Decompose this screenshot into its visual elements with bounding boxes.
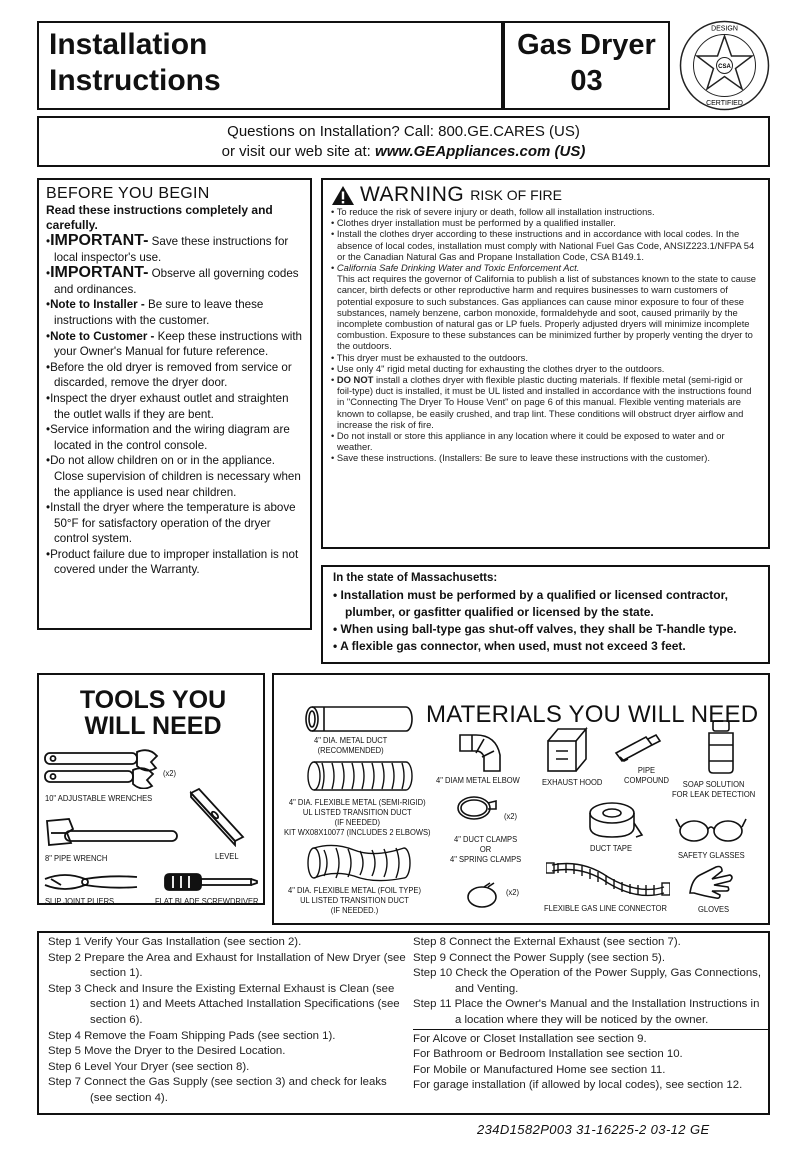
warning-item: • DO NOT install a clothes dryer with flexible plastic ducting materials. If flexible metal (semi-rigid or foil-type) duct is installed, it must be UL listed and installed in accordance with the instructions found in "Connecting The Dryer To House Vent" on page 6 of this manual. Flexible venting materials are known to collapse, be easily crushed, and trap lint. These conditions will obstruct dryer airflow and increase the risk of fire.	[331, 374, 752, 430]
metal-duct-label: 4" DIA. METAL DUCT (RECOMMENDED)	[314, 735, 388, 755]
step-item: Step 4 Remove the Foam Shipping Pads (see section 1).	[48, 1029, 336, 1042]
gloves-icon	[686, 863, 742, 899]
title-box	[37, 21, 503, 110]
level-icon	[187, 787, 247, 847]
step-item: Step 11 Place the Owner's Manual and the Installation Instructions in a location where they will be noticed by the owner.	[413, 998, 760, 1026]
before-item: •Note to Installer - Be sure to leave these instructions with the customer.	[46, 298, 264, 327]
questions-box	[37, 116, 770, 167]
section-reference-item: For Bathroom or Bedroom Installation see section 10.	[413, 1048, 683, 1061]
step-item: Step 6 Level Your Dryer (see section 8).	[48, 1060, 250, 1073]
before-item: •Install the dryer where the temperature is above 50°F for satisfactory operation of the dryer control system.	[46, 501, 296, 546]
product-name: Gas Dryer	[517, 29, 656, 61]
metal-elbow-icon	[454, 731, 506, 775]
screwdriver-label: FLAT BLADE SCREWDRIVER	[155, 896, 259, 906]
section-reference-item: For Mobile or Manufactured Home see section 11.	[413, 1063, 666, 1076]
document-title	[39, 23, 501, 103]
section-reference-item: For Alcove or Closet Installation see section 9.	[413, 1032, 647, 1045]
duct-tape-label: DUCT TAPE	[590, 843, 633, 853]
warning-item: • Save these instructions. (Installers: Be sure to leave these instructions with the customer).	[331, 452, 710, 464]
steps-right-column	[413, 935, 768, 1094]
website-link[interactable]: www.GEAppliances.com (US)	[375, 143, 586, 160]
title-line-1: Installation	[49, 28, 208, 61]
warning-triangle-icon	[331, 185, 355, 206]
warning-item: • This dryer must be exhausted to the outdoors.	[331, 351, 528, 363]
before-item: •Inspect the dryer exhaust outlet and straighten the outlet walls if they are bent.	[46, 391, 289, 421]
level-label: LEVEL	[215, 851, 239, 861]
step-item: Step 9 Connect the Power Supply (see section 5).	[413, 951, 666, 964]
mass-item: • Installation must be performed by a qualified or licensed contractor, plumber, or gasfitter qualified or licensed by the state.	[333, 588, 728, 619]
seal-top-text: DESIGN	[711, 25, 738, 33]
before-lead: Read these instructions completely and carefully.	[46, 203, 273, 232]
mass-heading: In the state of Massachusetts:	[333, 572, 498, 584]
before-list	[46, 233, 303, 578]
before-item: •Service information and the wiring diagram are located in the control console.	[46, 423, 290, 452]
gloves-label: GLOVES	[698, 904, 730, 914]
adjustable-wrench-icon	[41, 747, 165, 789]
tools-box	[37, 673, 265, 905]
safety-glasses-icon	[674, 813, 750, 847]
elbow-label: 4" DIAM METAL ELBOW	[436, 775, 520, 785]
massachusetts-box	[321, 565, 770, 664]
step-item: Step 10 Check the Operation of the Power Supply, Gas Connections, and Venting.	[413, 967, 762, 995]
warning-item: • Use only 4" rigid metal ducting for exhausting the clothes dryer to the outdoors.	[331, 362, 665, 374]
flex-duct-label: 4" DIA. FLEXIBLE METAL (SEMI-RIGID) UL LISTED TRANSITION DUCT (IF NEEDED) KIT WX08X10077 (INCLUDES 2 ELBOWS)	[284, 797, 431, 837]
before-item: •Note to Customer - Keep these instructions with your Owner's Manual for future reference.	[46, 329, 302, 359]
spring-clamps-qty: (x2)	[506, 887, 520, 897]
warning-item: • Install the clothes dryer according to these instructions and in accordance with local codes. In the absence of local codes, installation must comply with National Fuel Gas Code, ANSIZ223.1/NFPA 54 or the Canadian Natural Gas and Propane Installation Code, CSA B149.1.	[331, 228, 755, 262]
questions-web: or visit our web site at: www.GEAppliances.com (US)	[221, 143, 586, 160]
exhaust-hood-icon	[544, 725, 588, 775]
warning-box	[321, 178, 770, 549]
warning-subtitle: RISK OF FIRE	[470, 187, 563, 203]
spring-clamp-icon	[464, 881, 504, 911]
warning-item: • California Safe Drinking Water and Toxic Enforcement Act.	[331, 262, 580, 274]
warning-list	[331, 206, 760, 464]
step-item: Step 2 Prepare the Area and Exhaust for Installation of New Dryer (see section 1).	[48, 951, 406, 980]
seal-bottom-text: CERTIFIED	[706, 100, 743, 107]
duct-tape-icon	[586, 797, 646, 843]
screwdriver-icon	[161, 869, 259, 895]
questions-phone: Questions on Installation? Call: 800.GE.CARES (US)	[227, 123, 580, 140]
tools-title: TOOLS YOU WILL NEED	[79, 686, 227, 740]
metal-duct-icon	[304, 703, 416, 735]
step-item: Step 8 Connect the External Exhaust (see section 7).	[413, 936, 681, 948]
warning-item: This act requires the governor of California to publish a list of substances known to the state to cause cancer, birth defects or other reproductive harm and requires businesses to warn customers of potential exposure to such substances. Gas appliances can cause minor exposure to four of these substances, namely benzene, carbon monoxide, formaldehyde and soot, caused primarily by the incomplete combustion of natural gas or LP fuels. Properly adjusted dryers will minimize incomplete combustion. Exposure to these substances can be minimized further by properly venting the dryer to the outdoors.	[337, 273, 756, 352]
step-item: Step 7 Connect the Gas Supply (see section 3) and check for leaks (see section 4).	[48, 1076, 387, 1104]
pipe-wrench-label: 8" PIPE WRENCH	[45, 853, 108, 863]
warning-heading	[331, 184, 760, 206]
product-number: 03	[570, 65, 603, 97]
clamps-qty: (x2)	[504, 811, 518, 821]
before-item: •IMPORTANT- Save these instructions for local inspector's use.	[46, 232, 289, 264]
sections-list	[413, 1029, 768, 1094]
duct-clamp-icon	[454, 793, 500, 823]
soap-label: SOAP SOLUTION FOR LEAK DETECTION	[672, 779, 756, 799]
wrench-qty: (x2)	[163, 768, 177, 778]
warning-word: WARNING	[360, 183, 465, 206]
steps-left-list	[48, 935, 408, 1107]
foil-duct-label: 4" DIA. FLEXIBLE METAL (FOIL TYPE) UL LISTED TRANSITION DUCT (IF NEEDED.)	[288, 885, 421, 915]
steps-right-list	[413, 935, 768, 1029]
safety-glasses-label: SAFETY GLASSES	[678, 850, 745, 860]
title-line-2: Instructions	[49, 64, 221, 97]
step-item: Step 3 Check and Insure the Existing External Exhaust is Clean (see section 1) and Meets Attached Installation Specifications (see section 6).	[48, 982, 400, 1026]
soap-bottle-icon	[704, 719, 738, 775]
step-item: Step 1 Verify Your Gas Installation (see section 2).	[48, 936, 302, 948]
materials-title: MATERIALS YOU WILL NEED	[426, 701, 759, 728]
before-item: •Product failure due to improper installation is not covered under the Warranty.	[46, 547, 299, 577]
section-reference-item: For garage installation (if allowed by local codes), see section 12.	[413, 1079, 743, 1092]
before-item: •IMPORTANT- Observe all governing codes and ordinances.	[46, 264, 299, 296]
clamps-label: 4" DUCT CLAMPS OR 4" SPRING CLAMPS	[450, 834, 522, 864]
mass-item: • When using ball-type gas shut-off valves, they shall be T-handle type.	[333, 622, 737, 636]
pipe-compound-icon	[612, 731, 668, 765]
warning-item: • Do not install or store this appliance in any location where it could be exposed to water and or weather.	[331, 430, 725, 453]
exhaust-hood-label: EXHAUST HOOD	[542, 777, 603, 787]
warning-item: • To reduce the risk of severe injury or death, follow all installation instructions.	[331, 206, 655, 217]
seal-center-text: CSA	[718, 64, 731, 70]
before-item: •Do not allow children on or in the appliance. Close supervision of children is necessary when the appliance is used near children.	[46, 454, 301, 499]
before-item: •Before the old dryer is removed from service or discarded, remove the dryer door.	[46, 360, 292, 390]
mass-item: • A flexible gas connector, when used, must not exceed 3 feet.	[333, 639, 686, 653]
step-item: Step 5 Move the Dryer to the Desired Location.	[48, 1045, 286, 1058]
warning-item: • Clothes dryer installation must be performed by a qualified installer.	[331, 217, 616, 229]
slip-joint-pliers-icon	[41, 869, 141, 895]
document-footer-code: 234D1582P003 31-16225-2 03-12 GE	[477, 1122, 710, 1137]
before-you-begin-box	[37, 178, 312, 630]
gas-connector-label: FLEXIBLE GAS LINE CONNECTOR	[544, 903, 668, 913]
pipe-compound-label: PIPE COMPOUND	[624, 765, 669, 785]
flexible-semirigid-duct-icon	[306, 759, 414, 793]
adjustable-wrenches-label: 10" ADJUSTABLE WRENCHES	[45, 793, 153, 803]
before-title: BEFORE YOU BEGIN	[46, 185, 210, 202]
materials-box	[272, 673, 770, 925]
pliers-label: SLIP JOINT PLIERS	[45, 896, 115, 906]
product-box	[503, 21, 670, 110]
steps-box	[37, 931, 770, 1115]
pipe-wrench-icon	[43, 815, 181, 851]
design-certified-seal-icon	[678, 19, 771, 112]
gas-line-connector-icon	[546, 855, 670, 899]
flexible-foil-duct-icon	[306, 843, 414, 883]
